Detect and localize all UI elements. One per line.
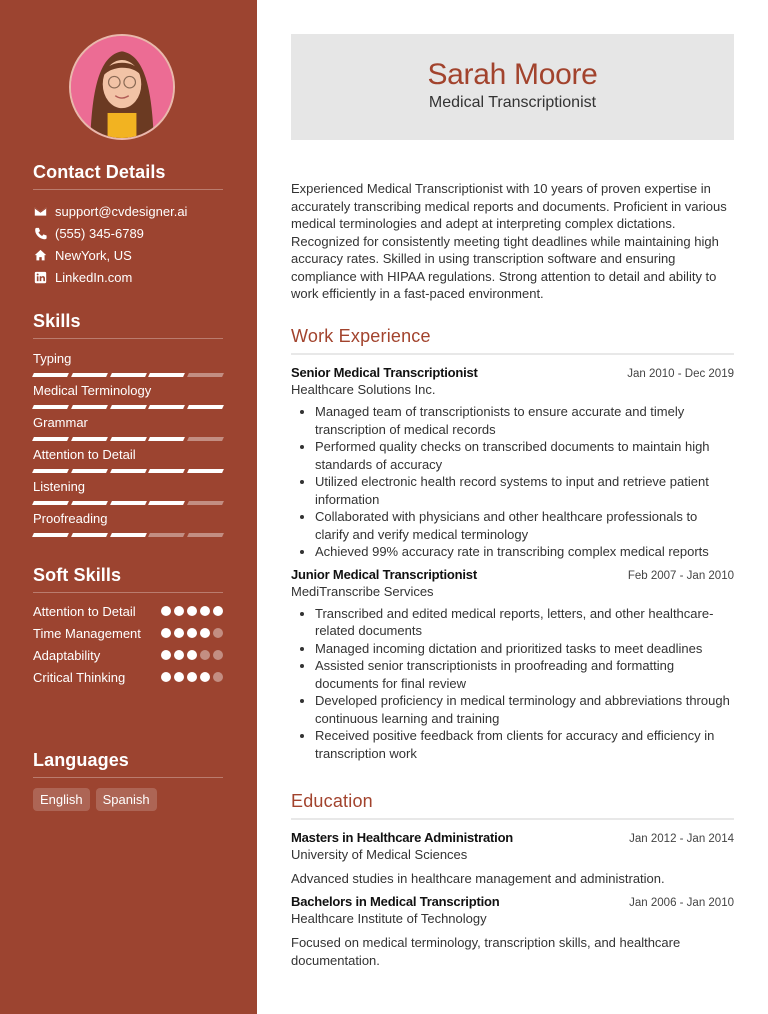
skill-name: Typing xyxy=(33,351,72,366)
education-heading: Education xyxy=(291,791,734,820)
candidate-name: Sarah Moore xyxy=(427,58,598,91)
job-dates: Feb 2007 - Jan 2010 xyxy=(627,569,734,582)
level-segment xyxy=(148,533,185,537)
level-segment xyxy=(110,437,147,441)
rating-dot xyxy=(187,672,197,682)
rating-dot xyxy=(200,628,210,638)
contact-location xyxy=(33,244,223,266)
level-segment xyxy=(71,533,108,537)
envelope-icon xyxy=(33,204,47,218)
level-segment xyxy=(148,469,185,473)
rating-dot xyxy=(174,672,184,682)
level-segment xyxy=(110,405,147,409)
bullet-item: • Received positive feedback from clients for accuracy and efficiency in transcription work xyxy=(315,727,734,762)
job-entry xyxy=(291,567,734,763)
profile-photo xyxy=(71,36,173,138)
soft-skill-item xyxy=(33,603,223,620)
level-segment xyxy=(110,469,147,473)
sidebar xyxy=(0,0,257,1014)
bullet-item: • Transcribed and edited medical reports, letters, and other healthcare-related documents xyxy=(315,605,734,640)
rating-dot xyxy=(200,672,210,682)
job-header xyxy=(291,567,734,582)
school-name: Healthcare Institute of Technology xyxy=(291,911,487,926)
level-segment xyxy=(187,533,224,537)
work-experience-section xyxy=(291,326,734,768)
bullet-item: • Utilized electronic health record systems to input and retrieve patient information xyxy=(315,473,734,508)
degree-title: Bachelors in Medical Transcription xyxy=(291,894,500,909)
phone-icon xyxy=(33,226,47,240)
main-content xyxy=(257,0,768,1014)
soft-skill-name: Time Management xyxy=(33,626,141,641)
contact-linkedin-text: LinkedIn.com xyxy=(55,269,133,285)
level-segment xyxy=(148,501,185,505)
skill-item xyxy=(33,509,223,541)
rating-dot xyxy=(200,650,210,660)
languages-section xyxy=(33,750,223,811)
bullet-item: • Managed incoming dictation and prioritized tasks to meet deadlines xyxy=(315,640,734,658)
bullet-item: • Managed team of transcriptionists to ensure accurate and timely transcription of medical records xyxy=(315,403,734,438)
contact-email-text: support@cvdesigner.ai xyxy=(55,203,188,219)
skill-level-bar xyxy=(33,465,223,477)
skill-name: Medical Terminology xyxy=(33,383,152,398)
job-entry xyxy=(291,365,734,561)
summary: Experienced Medical Transcriptionist with 10 years of proven expertise in accurately transcribing medical reports and documents. Proficient in various medical terminologies and adept at interpreting complex dictations. Recognized for consistently meeting tight deadlines while maintaining high accuracy rates. Skilled in using transcription software and ensuring compliance with HIPAA regulations. Strong attention to detail and ability to work efficiently in a fast-paced environment. xyxy=(291,181,727,301)
language-tag: English xyxy=(33,788,90,811)
skill-name: Attention to Detail xyxy=(33,447,136,462)
skill-name: Grammar xyxy=(33,415,88,430)
job-title: Senior Medical Transcriptionist xyxy=(291,365,478,380)
soft-skill-name: Adaptability xyxy=(33,648,101,663)
level-segment xyxy=(32,501,69,505)
education-header xyxy=(291,830,734,845)
level-segment xyxy=(110,501,147,505)
job-title: Junior Medical Transcriptionist xyxy=(291,566,477,582)
level-segment xyxy=(187,469,224,473)
education-description: Focused on medical terminology, transcription skills, and healthcare documentation. xyxy=(291,935,681,968)
skills-section xyxy=(33,311,223,541)
skill-item xyxy=(33,349,223,381)
level-segment xyxy=(187,437,224,441)
level-segment xyxy=(148,405,185,409)
soft-skill-name: Attention to Detail xyxy=(33,604,136,619)
rating-dot xyxy=(187,650,197,660)
bullet-item: • Collaborated with physicians and other healthcare professionals to clarify and verify medical terminology xyxy=(315,508,734,543)
education-description: Advanced studies in healthcare management and administration. xyxy=(291,871,665,886)
degree-title: Masters in Healthcare Administration xyxy=(291,830,514,845)
level-segment xyxy=(187,405,224,409)
soft-skill-rating xyxy=(161,647,223,664)
level-segment xyxy=(71,373,108,377)
soft-skill-rating xyxy=(161,669,223,686)
rating-dot xyxy=(213,628,223,638)
level-segment xyxy=(187,373,224,377)
level-segment xyxy=(32,437,69,441)
bullet-item: • Assisted senior transcriptionists in proofreading and formatting documents for final review xyxy=(315,657,734,692)
level-segment xyxy=(71,469,108,473)
contact-phone-text: (555) 345-6789 xyxy=(55,225,144,241)
rating-dot xyxy=(200,606,210,616)
home-icon xyxy=(33,248,47,262)
avatar xyxy=(69,34,175,140)
header xyxy=(291,34,734,140)
soft-skill-item xyxy=(33,625,223,642)
level-segment xyxy=(32,469,69,473)
language-tag: Spanish xyxy=(96,788,157,811)
soft-skill-item xyxy=(33,669,223,686)
rating-dot xyxy=(161,672,171,682)
languages-heading: Languages xyxy=(33,750,223,778)
level-segment xyxy=(32,405,69,409)
bullet-item: • Achieved 99% accuracy rate in transcribing complex medical reports xyxy=(315,543,734,561)
level-segment xyxy=(110,533,147,537)
soft-skill-item xyxy=(33,647,223,664)
rating-dot xyxy=(174,606,184,616)
rating-dot xyxy=(174,628,184,638)
skill-item xyxy=(33,381,223,413)
company-name: Healthcare Solutions Inc. xyxy=(291,382,436,397)
level-segment xyxy=(32,533,69,537)
level-segment xyxy=(71,437,108,441)
soft-skills-heading: Soft Skills xyxy=(33,565,223,593)
rating-dot xyxy=(187,628,197,638)
level-segment xyxy=(148,373,185,377)
rating-dot xyxy=(161,606,171,616)
rating-dot xyxy=(213,672,223,682)
skill-level-bar xyxy=(33,369,223,381)
skill-item xyxy=(33,477,223,509)
job-bullets xyxy=(315,605,734,763)
skills-heading: Skills xyxy=(33,311,223,339)
soft-skill-rating xyxy=(161,625,223,642)
contact-phone[interactable] xyxy=(33,222,223,244)
company-name: MediTranscribe Services xyxy=(291,583,434,599)
work-heading: Work Experience xyxy=(291,326,734,355)
job-bullets xyxy=(315,403,734,561)
soft-skill-rating xyxy=(161,603,223,620)
contact-linkedin[interactable] xyxy=(33,266,223,288)
education-header xyxy=(291,894,734,909)
level-segment xyxy=(32,373,69,377)
school-name: University of Medical Sciences xyxy=(291,847,468,862)
contact-heading: Contact Details xyxy=(33,162,223,190)
contact-section xyxy=(33,162,223,288)
level-segment xyxy=(148,437,185,441)
skill-item xyxy=(33,445,223,477)
skill-item xyxy=(33,413,223,445)
skill-level-bar xyxy=(33,433,223,445)
rating-dot xyxy=(161,628,171,638)
level-segment xyxy=(71,405,108,409)
education-section xyxy=(291,791,734,976)
rating-dot xyxy=(174,650,184,660)
soft-skills-section xyxy=(33,565,223,691)
bullet-item: • Developed proficiency in medical terminology and abbreviations through continuous learning and training xyxy=(315,692,734,727)
bullet-item: • Performed quality checks on transcribed documents to maintain high standards of accuracy xyxy=(315,438,734,473)
skill-name: Proofreading xyxy=(33,511,108,526)
education-entry xyxy=(291,894,734,970)
education-dates: Jan 2012 - Jan 2014 xyxy=(629,833,734,845)
linkedin-icon xyxy=(33,270,47,284)
rating-dot xyxy=(213,606,223,616)
level-segment xyxy=(110,373,147,377)
skill-level-bar xyxy=(33,497,223,509)
skill-name: Listening xyxy=(33,479,86,494)
skill-level-bar xyxy=(33,529,223,541)
education-dates: Jan 2006 - Jan 2010 xyxy=(629,897,734,909)
education-entry xyxy=(291,830,734,888)
level-segment xyxy=(187,501,224,505)
job-dates: Jan 2010 - Dec 2019 xyxy=(627,368,734,380)
skill-level-bar xyxy=(33,401,223,413)
level-segment xyxy=(71,501,108,505)
rating-dot xyxy=(161,650,171,660)
rating-dot xyxy=(187,606,197,616)
contact-location-text: NewYork, US xyxy=(55,247,132,263)
contact-email[interactable] xyxy=(33,200,223,222)
job-header xyxy=(291,365,734,380)
candidate-title: Medical Transcriptionist xyxy=(428,94,597,111)
rating-dot xyxy=(213,650,223,660)
soft-skill-name: Critical Thinking xyxy=(33,670,126,685)
